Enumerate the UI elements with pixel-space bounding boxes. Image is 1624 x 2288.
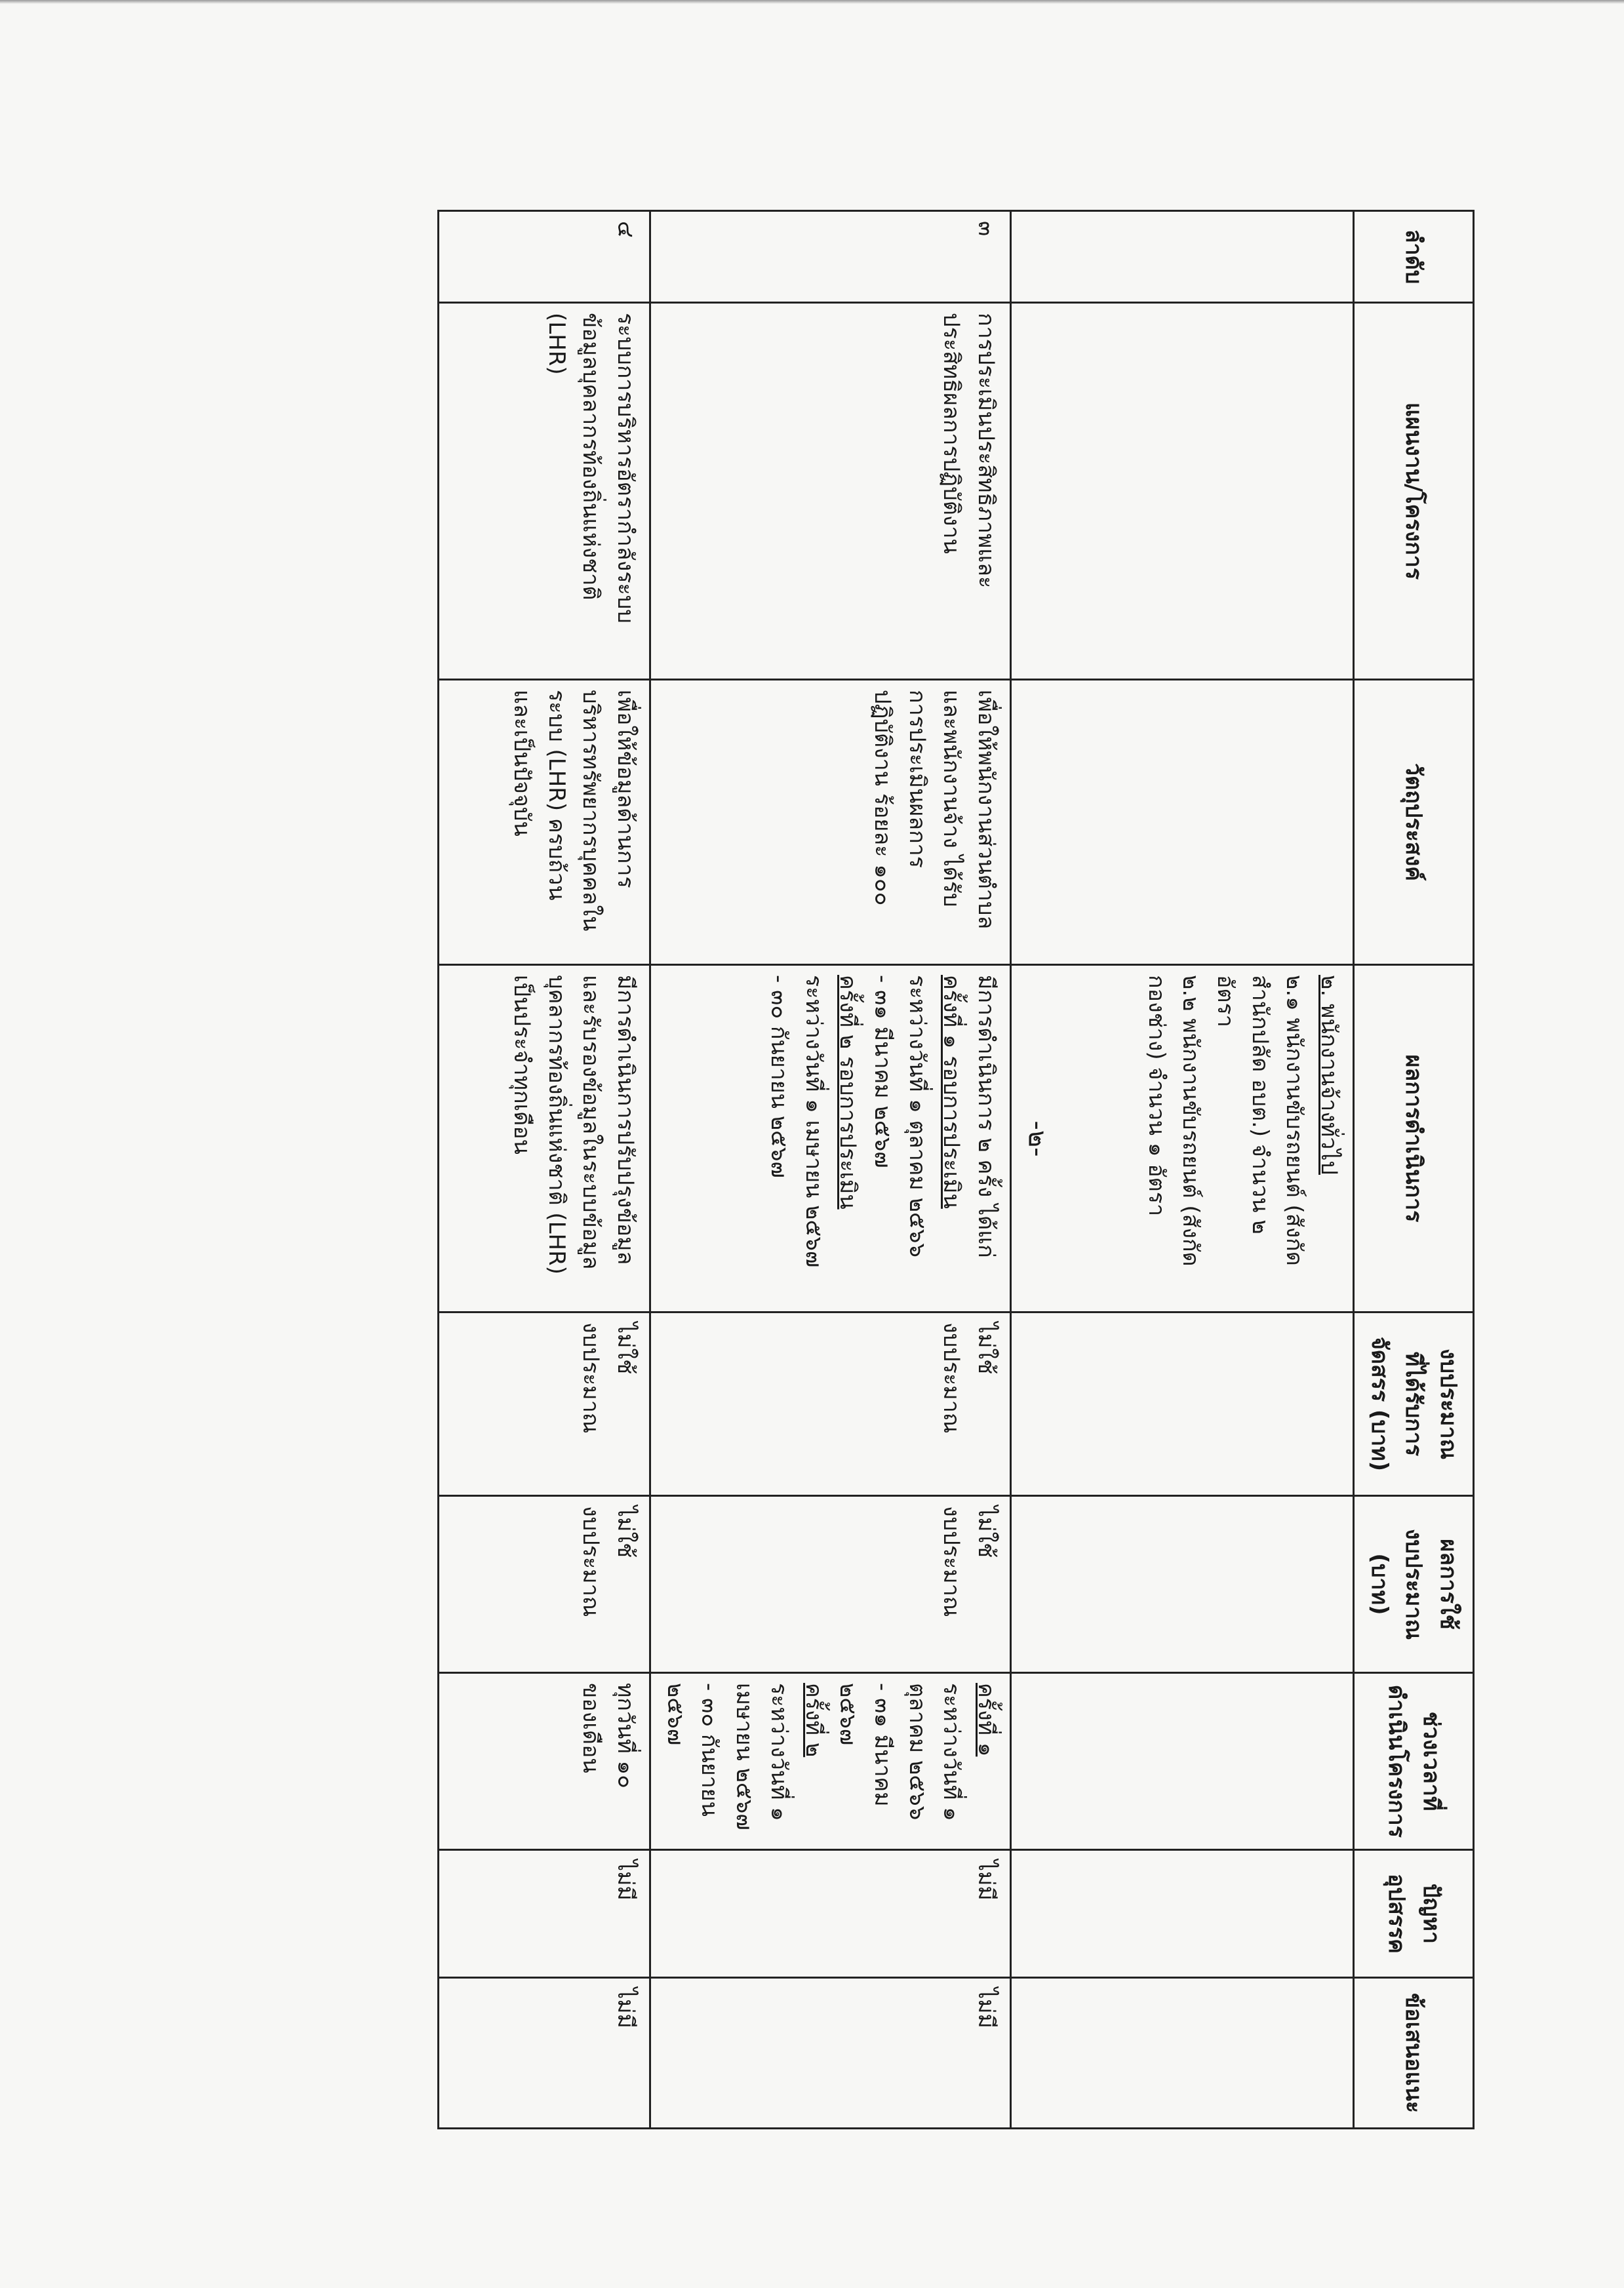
cell-budget-allocated	[439, 1312, 650, 1496]
cell-no: ๓	[650, 211, 1011, 303]
objective-line: บริหารทรัพยากรบุคคลใน	[578, 690, 604, 932]
cell-result	[439, 965, 650, 1312]
cell-no: ๔	[439, 211, 650, 303]
result-line: เป็นประจำทุกเดือน	[509, 975, 536, 1154]
plan-line: ประสิทธิผลการปฏิบัติงาน	[938, 313, 965, 554]
header-problems-l2: อุปสรรค	[1383, 1873, 1410, 1954]
plan-line: ระบบการบริหารอัตรากำลังระบบ	[612, 313, 639, 623]
header-budget-allocated-l3: จัดสรร (บาท)	[1366, 1336, 1393, 1472]
result-line: มีการดำเนินการปรับปรุงข้อมูล	[612, 975, 639, 1265]
header-budget-allocated	[1354, 1312, 1474, 1496]
period-line: ตุลาคม ๒๕๖๖	[903, 1683, 930, 1821]
header-period-l1: ช่วงเวลาที่	[1417, 1711, 1444, 1811]
header-budget-allocated-l1: งบประมาณ	[1435, 1348, 1462, 1460]
period-line: ระหว่างวันที่ ๑	[765, 1683, 792, 1821]
cell-problems	[1011, 1850, 1354, 1978]
cell-plan	[439, 303, 650, 680]
objective-line: และพนักงานจ้าง ได้รับ	[938, 690, 965, 907]
result-line: บุคลากรท้องถิ่นแห่งชาติ (LHR)	[543, 975, 570, 1275]
cell-problems: ไม่มี	[650, 1850, 1011, 1978]
cell-budget-used	[439, 1496, 650, 1673]
objective-line: ระบบ (LHR) ครบถ้วน	[543, 690, 570, 901]
budget-allocated-line: ไม่ใช้	[612, 1322, 639, 1375]
period-line: ทุกวันที่ ๑๐	[612, 1683, 639, 1788]
result-line: ๒.๒ พนักงานขับรถยนต์ (สังกัด	[1178, 975, 1204, 1267]
result-line: และรับรองข้อมูลในระบบข้อมูล	[578, 975, 604, 1270]
cell-budget-used	[650, 1496, 1011, 1673]
cell-budget-allocated	[1011, 1312, 1354, 1496]
period-line: ของเดือน	[578, 1683, 604, 1773]
cell-problems: ไม่มี	[439, 1850, 650, 1978]
report-table	[437, 210, 1475, 2129]
table-row	[650, 211, 1011, 2129]
period-line: - ๓๐ กันยายน	[696, 1683, 723, 1817]
cell-result	[650, 965, 1011, 1312]
result-line: ๒.๑ พนักงานขับรถยนต์ (สังกัด	[1281, 975, 1308, 1266]
budget-used-line: งบประมาณ	[938, 1506, 965, 1617]
period-line: - ๓๑ มีนาคม	[869, 1683, 896, 1807]
header-row	[1354, 211, 1474, 2129]
header-budget-used-l1: ผลการใช้	[1435, 1539, 1462, 1630]
header-budget-allocated-l2: ที่ได้รับการ	[1400, 1351, 1427, 1457]
objective-line: ปฏิบัติงาน ร้อยละ ๑๐๐	[869, 690, 896, 906]
cell-objective	[650, 680, 1011, 965]
table-row-continuation	[1011, 211, 1354, 2129]
result-line: ระหว่างวันที่ ๑ เมษายน ๒๕๖๗	[800, 975, 827, 1268]
cell-suggestions: ไม่มี	[439, 1978, 650, 2129]
budget-used-line: ไม่ใช้	[973, 1506, 999, 1558]
cell-objective	[439, 680, 650, 965]
header-budget-used-l3: (บาท)	[1366, 1553, 1393, 1615]
budget-allocated-line: งบประมาณ	[578, 1322, 604, 1434]
header-problems-l1: ปัญหา	[1417, 1883, 1444, 1944]
budget-allocated-line: ไม่ใช้	[973, 1322, 999, 1375]
objective-line: และเป็นปัจจุบัน	[509, 690, 536, 837]
plan-line: (LHR)	[543, 313, 570, 375]
period-line: ครั้งที่ ๑	[973, 1683, 999, 1757]
plan-line: การประเมินประสิทธิภาพและ	[973, 313, 999, 589]
period-line: ระหว่างวันที่ ๑	[938, 1683, 965, 1821]
period-line: ครั้งที่ ๒	[800, 1683, 827, 1758]
header-no: ลำดับ	[1354, 211, 1474, 303]
result-line: - ๓๑ มีนาคม ๒๕๖๗	[869, 975, 896, 1168]
result-line: อัตรา	[1212, 975, 1238, 1027]
period-line: เมษายน ๒๕๖๗	[731, 1683, 758, 1830]
result-line: มีการดำเนินการ ๒ ครั้ง ได้แก่	[973, 975, 999, 1258]
result-line: ๒. พนักงานจ้างทั่วไป	[1316, 975, 1342, 1175]
header-period	[1354, 1673, 1474, 1850]
cell-suggestions	[1011, 1978, 1354, 2129]
table-row	[439, 211, 650, 2129]
objective-line: เพื่อให้พนักงานส่วนตำบล	[973, 690, 999, 930]
header-plan: แผนงาน/โครงการ	[1354, 303, 1474, 680]
budget-used-line: งบประมาณ	[578, 1506, 604, 1617]
header-result: ผลการดำเนินการ	[1354, 965, 1474, 1312]
budget-allocated-line: งบประมาณ	[938, 1322, 965, 1434]
budget-used-line: ไม่ใช้	[612, 1506, 639, 1558]
cell-objective	[1011, 680, 1354, 965]
result-line: ครั้งที่ ๑ รอบการประเมิน	[938, 975, 965, 1209]
plan-line: ข้อมูลบุคลากรท้องถิ่นแห่งชาติ	[578, 313, 604, 601]
header-budget-used-l2: งบประมาณ	[1400, 1528, 1427, 1640]
result-line: กองช่าง) จำนวน ๑ อัตรา	[1143, 975, 1170, 1217]
cell-plan	[650, 303, 1011, 680]
result-line: สำนักปลัด อบต.) จำนวน ๒	[1246, 975, 1273, 1234]
period-line: ๒๕๖๗	[835, 1683, 862, 1746]
cell-period	[650, 1673, 1011, 1850]
cell-no	[1011, 211, 1354, 303]
header-objective: วัตถุประสงค์	[1354, 680, 1474, 965]
report-table-container	[499, 210, 1475, 2127]
objective-line: เพื่อให้ข้อมูลด้านการ	[612, 690, 639, 888]
cell-plan	[1011, 303, 1354, 680]
page-number: -๒-	[1022, 1120, 1053, 1157]
scan-edge	[0, 0, 1624, 4]
cell-suggestions: ไม่มี	[650, 1978, 1011, 2129]
header-period-l2: ดำเนินโครงการ	[1383, 1684, 1410, 1838]
header-problems	[1354, 1850, 1474, 1978]
cell-budget-allocated	[650, 1312, 1011, 1496]
cell-budget-used	[1011, 1496, 1354, 1673]
header-budget-used	[1354, 1496, 1474, 1673]
period-line: ๒๕๖๗	[662, 1683, 688, 1746]
header-suggestions: ข้อเสนอแนะ	[1354, 1978, 1474, 2129]
result-line: ระหว่างวันที่ ๑ ตุลาคม ๒๕๖๖	[903, 975, 930, 1257]
result-line: - ๓๐ กันยายน ๒๕๖๗	[765, 975, 792, 1178]
cell-result	[1011, 965, 1354, 1312]
result-line: ครั้งที่ ๒ รอบการประเมิน	[835, 975, 862, 1210]
cell-period	[439, 1673, 650, 1850]
objective-line: การประเมินผลการ	[903, 690, 930, 869]
cell-period	[1011, 1673, 1354, 1850]
